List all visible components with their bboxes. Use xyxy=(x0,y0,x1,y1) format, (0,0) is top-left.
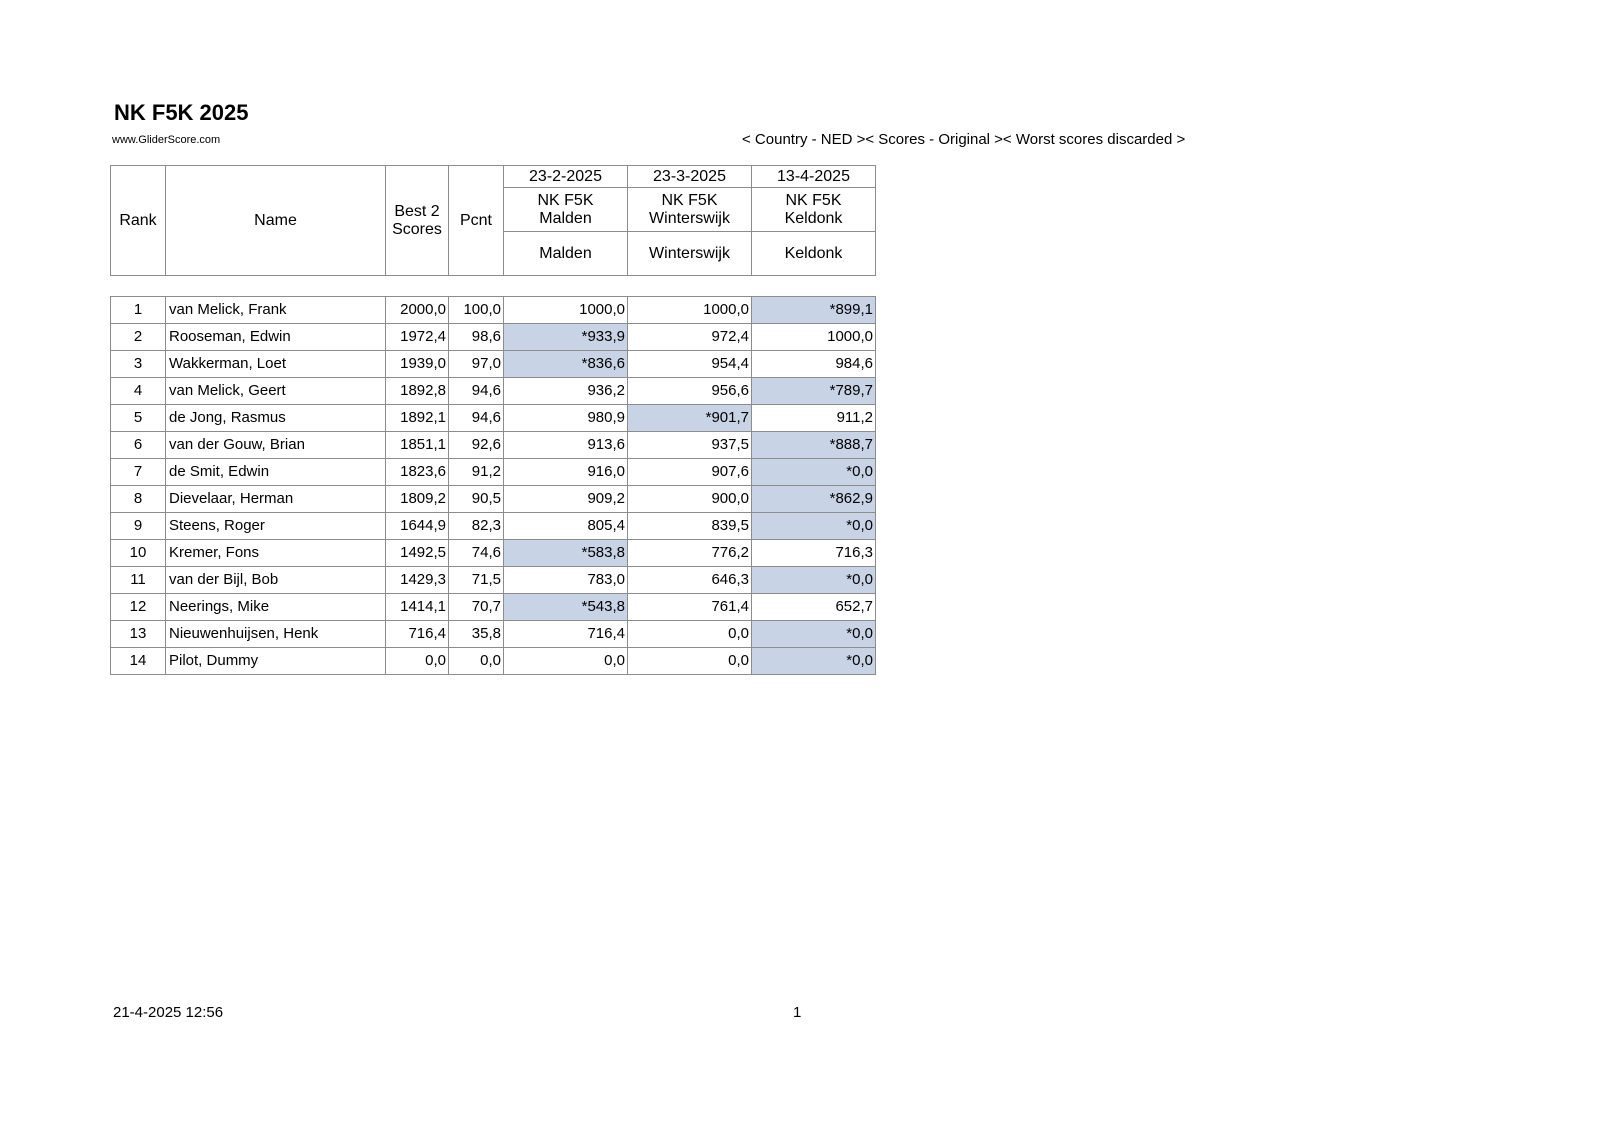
pcnt-cell: 0,0 xyxy=(449,648,504,675)
round-3-date: 13-4-2025 xyxy=(752,166,876,188)
filter-description: < Country - NED >< Scores - Original >< Worst scores discarded > xyxy=(742,131,1186,148)
rank-cell: 10 xyxy=(111,540,166,567)
page-title: NK F5K 2025 xyxy=(114,100,249,125)
best-scores-cell: 716,4 xyxy=(386,621,449,648)
round-1-score-cell: 805,4 xyxy=(504,513,628,540)
round-2-score-cell: 937,5 xyxy=(628,432,752,459)
rank-cell: 8 xyxy=(111,486,166,513)
best-scores-cell: 2000,0 xyxy=(386,297,449,324)
round-3-score-cell: *0,0 xyxy=(752,567,876,594)
site-url: www.GliderScore.com xyxy=(112,134,221,146)
rank-cell: 3 xyxy=(111,351,166,378)
pcnt-cell: 94,6 xyxy=(449,378,504,405)
round-2-score-cell: 956,6 xyxy=(628,378,752,405)
round-1-score-cell: *583,8 xyxy=(504,540,628,567)
round-2-score-cell: 907,6 xyxy=(628,459,752,486)
pcnt-cell: 90,5 xyxy=(449,486,504,513)
table-row xyxy=(111,324,876,351)
round-3-location: Keldonk xyxy=(752,232,876,276)
best-scores-cell: 1429,3 xyxy=(386,567,449,594)
name-cell: van der Bijl, Bob xyxy=(166,567,386,594)
name-cell: de Jong, Rasmus xyxy=(166,405,386,432)
pcnt-cell: 92,6 xyxy=(449,432,504,459)
best-scores-cell: 1823,6 xyxy=(386,459,449,486)
header-best-scores xyxy=(386,166,449,276)
round-3-score-cell: *0,0 xyxy=(752,459,876,486)
pcnt-cell: 82,3 xyxy=(449,513,504,540)
table-row xyxy=(111,351,876,378)
round-1-event xyxy=(504,188,628,232)
round-1-score-cell: 909,2 xyxy=(504,486,628,513)
name-cell: Kremer, Fons xyxy=(166,540,386,567)
round-3-score-cell: 911,2 xyxy=(752,405,876,432)
table-row xyxy=(111,594,876,621)
name-cell: de Smit, Edwin xyxy=(166,459,386,486)
round-1-score-cell: *836,6 xyxy=(504,351,628,378)
round-3-score-cell: 652,7 xyxy=(752,594,876,621)
name-cell: Nieuwenhuijsen, Henk xyxy=(166,621,386,648)
round-3-score-cell: 984,6 xyxy=(752,351,876,378)
table-row xyxy=(111,405,876,432)
table-row xyxy=(111,459,876,486)
rank-cell: 9 xyxy=(111,513,166,540)
best-scores-cell: 1414,1 xyxy=(386,594,449,621)
round-2-score-cell: 839,5 xyxy=(628,513,752,540)
round-3-score-cell: *862,9 xyxy=(752,486,876,513)
rank-cell: 12 xyxy=(111,594,166,621)
round-1-score-cell: 1000,0 xyxy=(504,297,628,324)
round-3-score-cell: *0,0 xyxy=(752,513,876,540)
round-3-score-cell: 716,3 xyxy=(752,540,876,567)
footer-datetime: 21-4-2025 12:56 xyxy=(113,1004,224,1021)
round-2-score-cell: 900,0 xyxy=(628,486,752,513)
round-3-event xyxy=(752,188,876,232)
round-2-score-cell: *901,7 xyxy=(628,405,752,432)
round-2-score-cell: 1000,0 xyxy=(628,297,752,324)
pcnt-cell: 71,5 xyxy=(449,567,504,594)
round-1-score-cell: *933,9 xyxy=(504,324,628,351)
pcnt-cell: 91,2 xyxy=(449,459,504,486)
best-scores-cell: 1939,0 xyxy=(386,351,449,378)
pcnt-cell: 97,0 xyxy=(449,351,504,378)
table-row xyxy=(111,621,876,648)
best-scores-cell: 1809,2 xyxy=(386,486,449,513)
best-scores-cell: 0,0 xyxy=(386,648,449,675)
rank-cell: 5 xyxy=(111,405,166,432)
round-2-score-cell: 761,4 xyxy=(628,594,752,621)
page-number: 1 xyxy=(793,1004,802,1021)
round-2-score-cell: 646,3 xyxy=(628,567,752,594)
header-best-line2: Scores xyxy=(392,220,442,238)
round-1-event-line2: Malden xyxy=(539,209,592,227)
results-header xyxy=(110,165,876,276)
header-name: Name xyxy=(166,166,386,276)
round-1-score-cell: 916,0 xyxy=(504,459,628,486)
round-2-event-line1: NK F5K xyxy=(661,191,718,209)
name-cell: Dievelaar, Herman xyxy=(166,486,386,513)
table-row xyxy=(111,486,876,513)
rank-cell: 2 xyxy=(111,324,166,351)
pcnt-cell: 98,6 xyxy=(449,324,504,351)
table-row xyxy=(111,432,876,459)
rank-cell: 13 xyxy=(111,621,166,648)
round-2-score-cell: 954,4 xyxy=(628,351,752,378)
name-cell: Rooseman, Edwin xyxy=(166,324,386,351)
round-1-score-cell: *543,8 xyxy=(504,594,628,621)
name-cell: Wakkerman, Loet xyxy=(166,351,386,378)
header-rank: Rank xyxy=(111,166,166,276)
round-1-location: Malden xyxy=(504,232,628,276)
round-2-score-cell: 972,4 xyxy=(628,324,752,351)
rank-cell: 1 xyxy=(111,297,166,324)
best-scores-cell: 1492,5 xyxy=(386,540,449,567)
name-cell: van der Gouw, Brian xyxy=(166,432,386,459)
round-3-score-cell: *0,0 xyxy=(752,648,876,675)
rank-cell: 6 xyxy=(111,432,166,459)
round-1-score-cell: 783,0 xyxy=(504,567,628,594)
rank-cell: 14 xyxy=(111,648,166,675)
header-pcnt: Pcnt xyxy=(449,166,504,276)
table-row xyxy=(111,567,876,594)
round-1-event-line1: NK F5K xyxy=(537,191,594,209)
round-3-score-cell: *899,1 xyxy=(752,297,876,324)
header-best-line1: Best 2 xyxy=(394,202,440,220)
best-scores-cell: 1972,4 xyxy=(386,324,449,351)
round-1-score-cell: 0,0 xyxy=(504,648,628,675)
table-row xyxy=(111,513,876,540)
name-cell: Neerings, Mike xyxy=(166,594,386,621)
round-3-score-cell: 1000,0 xyxy=(752,324,876,351)
round-1-score-cell: 980,9 xyxy=(504,405,628,432)
round-2-event-line2: Winterswijk xyxy=(649,209,730,227)
pcnt-cell: 100,0 xyxy=(449,297,504,324)
pcnt-cell: 94,6 xyxy=(449,405,504,432)
table-row xyxy=(111,648,876,675)
name-cell: Steens, Roger xyxy=(166,513,386,540)
results-table xyxy=(110,296,876,675)
rank-cell: 4 xyxy=(111,378,166,405)
name-cell: van Melick, Geert xyxy=(166,378,386,405)
table-row xyxy=(111,378,876,405)
round-2-score-cell: 0,0 xyxy=(628,648,752,675)
round-1-date: 23-2-2025 xyxy=(504,166,628,188)
table-row xyxy=(111,540,876,567)
pcnt-cell: 70,7 xyxy=(449,594,504,621)
round-2-location: Winterswijk xyxy=(628,232,752,276)
rank-cell: 7 xyxy=(111,459,166,486)
best-scores-cell: 1851,1 xyxy=(386,432,449,459)
best-scores-cell: 1892,1 xyxy=(386,405,449,432)
round-3-score-cell: *789,7 xyxy=(752,378,876,405)
round-1-score-cell: 913,6 xyxy=(504,432,628,459)
name-cell: Pilot, Dummy xyxy=(166,648,386,675)
round-2-score-cell: 0,0 xyxy=(628,621,752,648)
round-1-score-cell: 716,4 xyxy=(504,621,628,648)
round-3-event-line1: NK F5K xyxy=(785,191,842,209)
round-1-score-cell: 936,2 xyxy=(504,378,628,405)
round-3-score-cell: *0,0 xyxy=(752,621,876,648)
pcnt-cell: 74,6 xyxy=(449,540,504,567)
rank-cell: 11 xyxy=(111,567,166,594)
pcnt-cell: 35,8 xyxy=(449,621,504,648)
table-row xyxy=(111,297,876,324)
round-2-event xyxy=(628,188,752,232)
round-2-score-cell: 776,2 xyxy=(628,540,752,567)
results-body xyxy=(111,297,876,675)
round-2-date: 23-3-2025 xyxy=(628,166,752,188)
name-cell: van Melick, Frank xyxy=(166,297,386,324)
round-3-score-cell: *888,7 xyxy=(752,432,876,459)
best-scores-cell: 1644,9 xyxy=(386,513,449,540)
best-scores-cell: 1892,8 xyxy=(386,378,449,405)
round-3-event-line2: Keldonk xyxy=(784,209,843,227)
